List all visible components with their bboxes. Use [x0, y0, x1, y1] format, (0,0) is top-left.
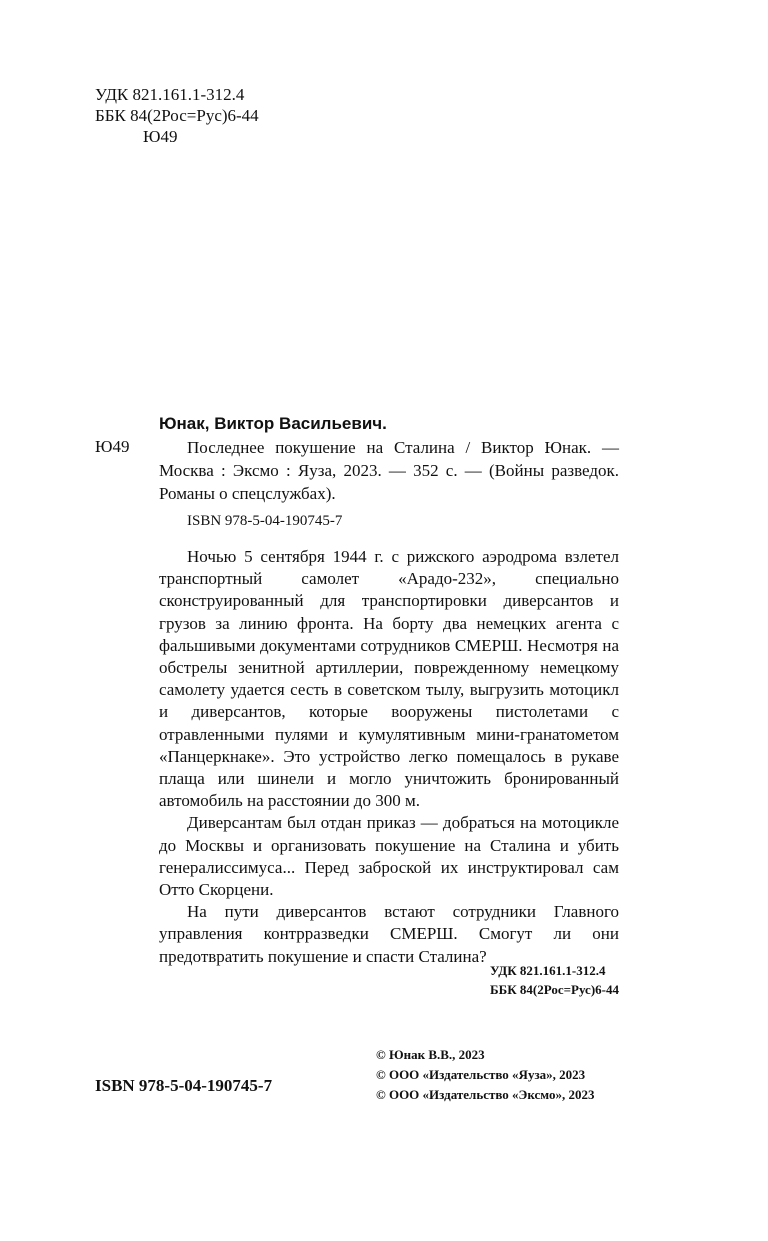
copyright-line: © Юнак В.В., 2023: [376, 1047, 485, 1062]
annotation: [159, 546, 619, 968]
record-author-mark: Ю49: [95, 437, 130, 456]
copyright-line: © ООО «Издательство «Эксмо», 2023: [376, 1087, 595, 1102]
annotation-paragraph: На пути диверсантов встают сотрудники Главного управления контрразведки СМЕРШ. Смогут ли они предотвратить покушение и спасти Сталина?: [159, 902, 619, 966]
isbn-footer: ISBN 978-5-04-190745-7: [95, 1076, 273, 1095]
author-heading: Юнак, Виктор Васильевич.: [159, 414, 387, 433]
udk-code: УДК 821.161.1-312.4: [95, 85, 245, 104]
classification-footer: [490, 961, 619, 999]
annotation-paragraph: Ночью 5 сентября 1944 г. с рижского аэродрома взлетел транспортный самолет «Арадо-232», специально сконструированный для транспортировки диверсантов и грузов за линию фронта. На борту два немецких агента с фальшивыми документами сотрудников СМЕРШ. Несмотря на обстрелы зенитной артиллерии, поврежденному немецкому самолету удается сесть в советском тылу, выгрузить мотоцикл и диверсантов, которые вооружены пистолетами с отравленными пулями и кумулятивным мини-гранатометом «Панцеркнаке». Это устройство легко помещалось в рукаве плаща или шинели и могло уничтожить бронированный автомобиль на расстоянии до 300 м.: [159, 547, 619, 811]
annotation-paragraph: Диверсантам был отдан приказ — добраться на мотоцикле до Москвы и организовать покушение на Сталина и убить генералиссимуса... Перед заброской их инструктировал сам Отто Скорцени.: [159, 813, 619, 900]
udk-code-footer: УДК 821.161.1-312.4: [490, 963, 606, 978]
copyright-block: [376, 1045, 595, 1105]
classification-header: [95, 84, 259, 147]
bibliographic-description: Последнее покушение на Сталина / Виктор Юнак. — Москва : Эксмо : Яуза, 2023. — 352 с. — (Войны разведок. Романы о спецслужбах).: [159, 438, 619, 503]
author-mark: Ю49: [143, 127, 178, 146]
record-isbn: ISBN 978-5-04-190745-7: [187, 513, 343, 529]
bbk-code: ББК 84(2Рос=Рус)6-44: [95, 106, 259, 125]
copyright-line: © ООО «Издательство «Яуза», 2023: [376, 1067, 586, 1082]
bbk-code-footer: ББК 84(2Рос=Рус)6-44: [490, 982, 619, 997]
